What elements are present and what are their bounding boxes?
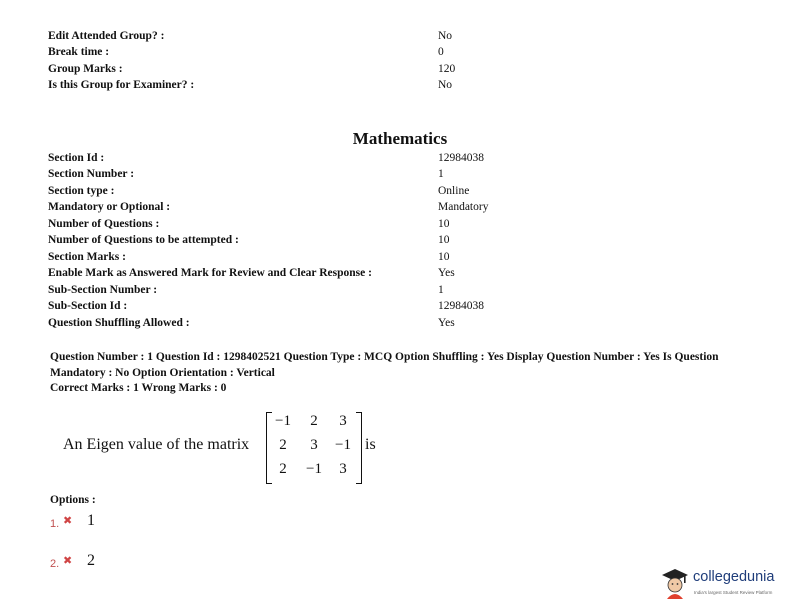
field-value: 1 <box>438 168 444 180</box>
matrix-cell: 3 <box>339 461 347 477</box>
field-label: Group Marks : <box>48 63 123 75</box>
question-prefix: An Eigen value of the matrix <box>63 436 250 453</box>
field-row <box>0 30 792 46</box>
field-row <box>0 201 792 217</box>
question-info-line: Question Number : 1 Question Id : 1298402521 Question Type : MCQ Option Shuffling : Yes Display Question Number : Yes Is Question <box>50 351 719 363</box>
matrix <box>266 412 362 482</box>
field-value: No <box>438 30 453 42</box>
field-label: Break time : <box>48 46 110 58</box>
field-value: 10 <box>438 218 450 230</box>
field-value: Online <box>438 185 470 197</box>
field-label: Section Id : <box>48 152 105 164</box>
field-value: 1 <box>438 284 444 296</box>
matrix-cell: −1 <box>275 413 291 429</box>
field-row <box>0 63 792 79</box>
field-label: Mandatory or Optional : <box>48 201 171 213</box>
graduate-icon <box>660 568 690 600</box>
matrix-cell: 2 <box>310 413 318 429</box>
field-label: Enable Mark as Answered Mark for Review and Clear Response : <box>48 267 372 279</box>
field-value: 0 <box>438 46 444 58</box>
field-row <box>0 168 792 184</box>
field-row <box>0 317 792 333</box>
field-value: 10 <box>438 234 450 246</box>
field-label: Edit Attended Group? : <box>48 30 165 42</box>
field-value: 10 <box>438 251 450 263</box>
field-label: Section type : <box>48 185 115 197</box>
option-text: 1 <box>87 512 95 529</box>
option-number: 2. <box>50 558 60 570</box>
question-info-line: Correct Marks : 1 Wrong Marks : 0 <box>50 382 227 394</box>
field-row <box>0 284 792 300</box>
question-info-line: Mandatory : No Option Orientation : Vertical <box>50 366 275 379</box>
field-row <box>0 267 792 283</box>
field-label: Number of Questions : <box>48 218 160 230</box>
options-label: Options : <box>50 494 96 506</box>
option-text: 2 <box>87 552 95 569</box>
field-value: 12984038 <box>438 300 484 312</box>
cross-icon: ✖ <box>63 555 73 567</box>
field-row <box>0 185 792 201</box>
section-title: Mathematics <box>352 129 448 148</box>
field-row <box>0 234 792 250</box>
field-label: Question Shuffling Allowed : <box>48 317 190 329</box>
field-label: Is this Group for Examiner? : <box>48 79 195 91</box>
field-value: Yes <box>438 267 455 279</box>
matrix-cell: −1 <box>306 461 322 477</box>
matrix-cell: −1 <box>335 437 351 453</box>
field-row <box>0 251 792 267</box>
field-row <box>0 152 792 168</box>
collegedunia-logo <box>660 566 788 606</box>
field-label: Section Number : <box>48 168 135 180</box>
option-number: 1. <box>50 518 60 530</box>
matrix-cell: 3 <box>310 437 318 453</box>
matrix-right-bracket <box>356 412 362 484</box>
field-row <box>0 46 792 62</box>
question-suffix: is <box>365 436 376 453</box>
matrix-cell: 2 <box>279 437 287 453</box>
field-value: Mandatory <box>438 201 489 213</box>
field-row <box>0 300 792 316</box>
field-value: 120 <box>438 63 456 75</box>
cross-icon: ✖ <box>63 515 73 527</box>
field-value: Yes <box>438 317 455 329</box>
field-label: Sub-Section Id : <box>48 300 128 312</box>
field-value: 12984038 <box>438 152 484 164</box>
field-row <box>0 218 792 234</box>
field-label: Section Marks : <box>48 251 126 263</box>
matrix-cell: 2 <box>279 461 287 477</box>
brand-tagline: India's largest Student Review Platform <box>694 590 773 595</box>
field-label: Sub-Section Number : <box>48 284 158 296</box>
matrix-cell: 3 <box>339 413 347 429</box>
field-row <box>0 79 792 95</box>
question-info <box>50 350 770 397</box>
brand-name: collegedunia <box>693 569 775 585</box>
field-label: Number of Questions to be attempted : <box>48 234 239 246</box>
field-value: No <box>438 79 453 91</box>
